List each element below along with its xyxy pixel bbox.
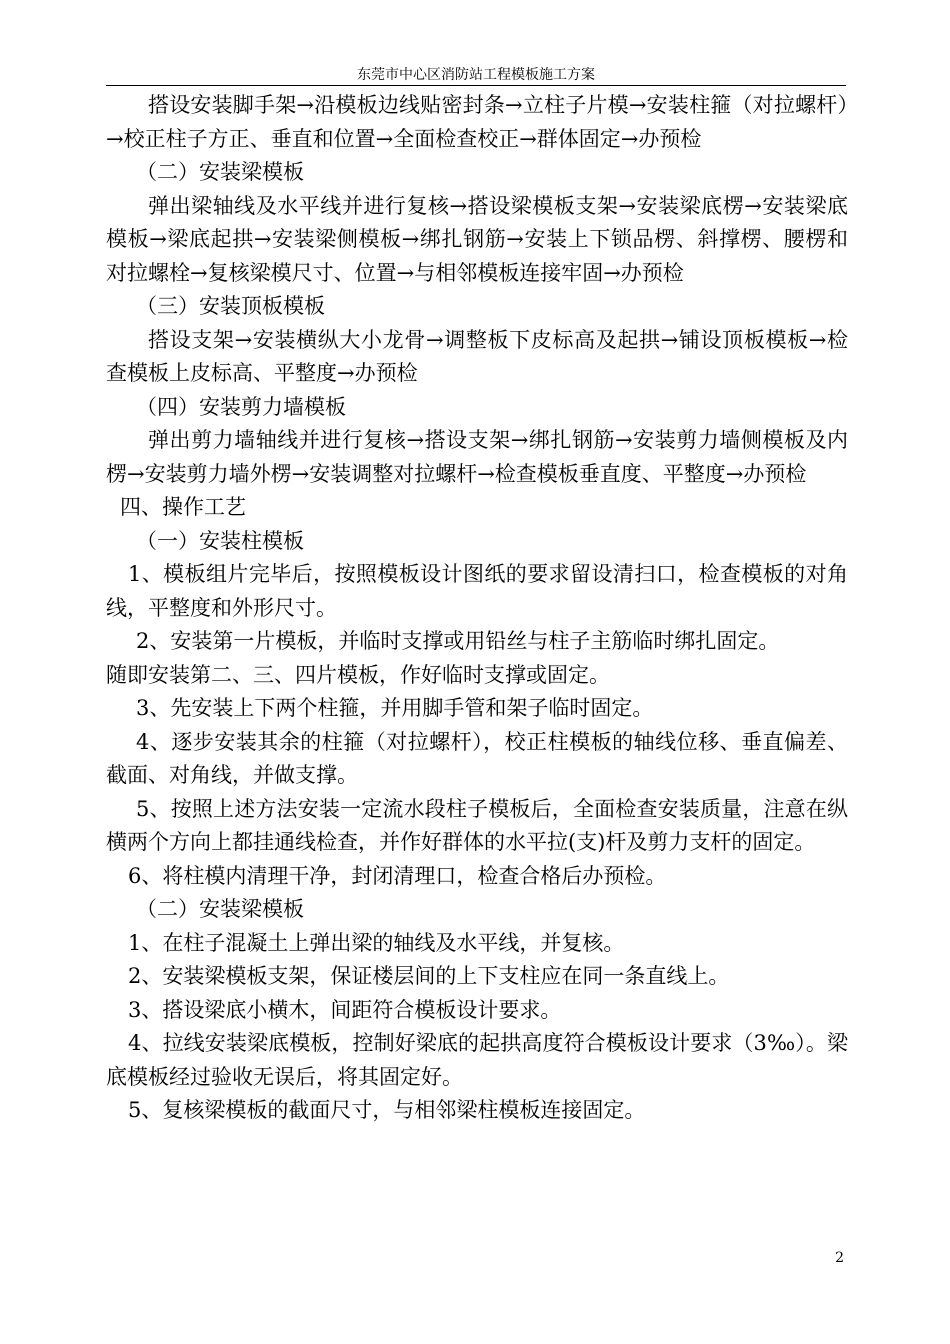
paragraph-shear-wall-process: 弹出剪力墙轴线并进行复核→搭设支架→绑扎钢筋→安装剪力墙侧模板及内楞→安装剪力墙外楞→安装调整对拉螺杆→检查模板垂直度、平整度→办预检 [106,428,848,486]
paragraph-beam-process: 弹出梁轴线及水平线并进行复核→搭设梁模板支架→安装梁底楞→安装梁底模板→梁底起拱→安装梁侧模板→绑扎钢筋→安装上下锁品楞、斜撑楞、腰楞和对拉螺栓→复核梁模尺寸、位置→与相邻模板连接牢固→办预检 [106,193,848,285]
page-header: 东莞市中心区消防站工程模板施工方案 [357,67,595,83]
list-item-column-4: 4、逐步安装其余的柱箍（对拉螺杆），校正柱模板的轴线位移、垂直偏差、截面、对角线，并做支撑。 [106,729,848,787]
paragraph-slab-process: 搭设支架→安装横纵大小龙骨→调整板下皮标高及起拱→铺设顶板模板→检查模板上皮标高、平整度→办预检 [106,327,848,385]
list-item-column-2: 2、安装第一片模板，并临时支撑或用铅丝与柱子主筋临时绑扎固定。 [136,629,780,653]
heading-beam-formwork-2: （二）安装梁模板 [136,897,304,921]
section-heading-operation: 四、操作工艺 [120,495,246,519]
page-number: 2 [835,1250,844,1266]
list-item-column-1: 1、模板组片完毕后，按照模板设计图纸的要求留设清扫口，检查模板的对角线，平整度和外形尺寸。 [106,562,848,620]
list-item-column-3: 3、先安装上下两个柱箍，并用脚手管和架子临时固定。 [136,696,654,720]
heading-slab-formwork: （三）安装顶板模板 [136,294,325,318]
list-item-column-2-cont: 随即安装第二、三、四片模板，作好临时支撑或固定。 [106,662,610,687]
list-item-beam-1: 1、在柱子混凝土上弹出梁的轴线及水平线，并复核。 [128,930,625,955]
list-item-column-5: 5、按照上述方法安装一定流水段柱子模板后，全面检查安装质量，注意在纵横两个方向上都挂通线检查，并作好群体的水平拉(支)杆及剪力支杆的固定。 [106,796,848,854]
document-body [106,89,848,1128]
list-item-column-6: 6、将柱模内清理干净，封闭清理口，检查合格后办预检。 [128,863,667,888]
list-item-beam-5: 5、复核梁模板的截面尺寸，与相邻梁柱模板连接固定。 [128,1098,646,1122]
heading-column-formwork: （一）安装柱模板 [136,528,304,553]
header-divider [106,85,846,86]
heading-beam-formwork: （二）安装梁模板 [136,160,304,184]
list-item-beam-3: 3、搭设梁底小横木，间距符合模板设计要求。 [128,997,562,1022]
heading-shear-wall-formwork: （四）安装剪力墙模板 [136,394,346,419]
list-item-beam-4: 4、拉线安装梁底模板，控制好梁底的起拱高度符合模板设计要求（3‰）。梁底模板经过验收无误后，将其固定好。 [106,1031,848,1089]
paragraph-column-process: 搭设安装脚手架→沿模板边线贴密封条→立柱子片模→安装柱箍（对拉螺杆）→校正柱子方正、垂直和位置→全面检查校正→群体固定→办预检 [106,93,848,151]
list-item-beam-2: 2、安装梁模板支架，保证楼层间的上下支柱应在同一条直线上。 [128,964,730,988]
